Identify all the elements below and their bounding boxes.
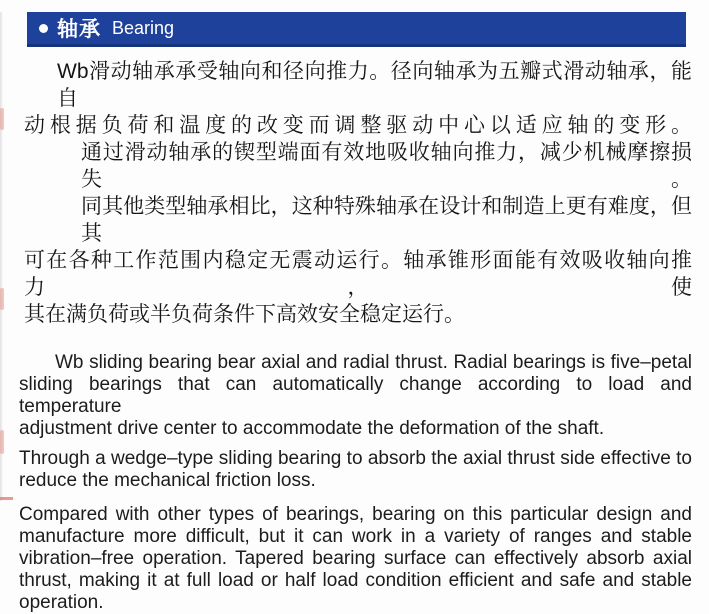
section-title-en: Bearing [112,17,175,38]
en-text-line: sliding bearings that can automatically change according to load and temperature [19,374,692,417]
cn-text-line: Wb滑动轴承承受轴向和径向推力。径向轴承为五瓣式滑动轴承，能自 [57,60,692,110]
en-text-line: operation. [19,592,104,613]
cn-text-line: 动根据负荷和温度的改变而调整驱动中心以适应轴的变形。 [24,114,692,137]
cn-text-line: 通过滑动轴承的锲型端面有效地吸收轴向推力，减少机械摩擦损失。 [81,141,692,191]
chinese-paragraphs [0,58,709,328]
en-text-line: adjustment drive center to accommodate the deformation of the shaft. [19,418,605,439]
en-text-line: Wb sliding bearing bear axial and radial thrust. Radial bearings is five–petal [55,352,692,373]
cn-text-line: 可在各种工作范围内稳定无震动运行。轴承锥形面能有效吸收轴向推力，使 [24,249,692,299]
cn-text-line: 其在满负荷或半负荷条件下高效安全稳定运行。 [24,303,465,326]
en-text-line: thrust, making it at full load or half load condition efficient and safe and stable [19,570,692,591]
en-text-line: vibration–free operation. Tapered bearing surface can effectively absorb axial [19,548,692,569]
section-title-zh: 轴承 [57,18,101,41]
en-text-line: reduce the mechanical friction loss. [19,470,316,491]
en-text-line: manufacture more difficult, but it can work in a variety of ranges and stable [19,526,692,547]
en-text-line: Through a wedge–type sliding bearing to absorb the axial thrust side effective to [19,448,692,469]
bullet-icon [39,24,48,33]
en-text-line: Compared with other types of bearings, bearing on this particular design and [19,504,692,525]
document-page [0,12,709,613]
cn-text-line: 同其他类型轴承相比，这种特殊轴承在设计和制造上更有难度，但其 [81,195,692,245]
section-header [27,12,686,47]
english-paragraphs [0,352,709,614]
